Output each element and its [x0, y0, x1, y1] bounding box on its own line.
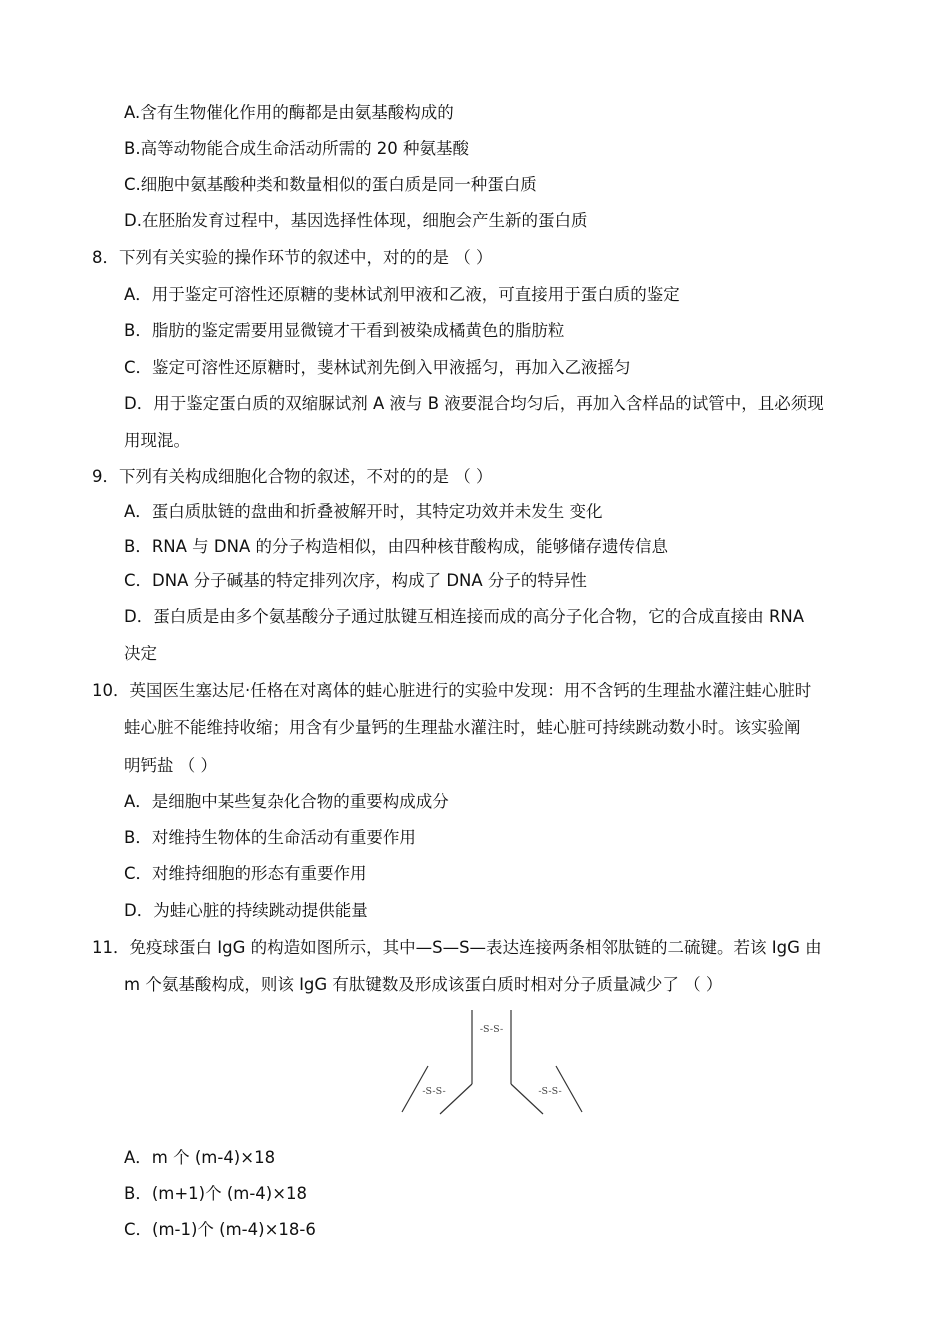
- q10-option-d: D．为蛙心脏的持续跳动提供能量: [124, 901, 368, 920]
- disulfide-bond-right-label: -S-S-: [538, 1086, 562, 1097]
- q8-option-d-continued: 用现混。: [124, 431, 190, 450]
- disulfide-bond-left-label: -S-S-: [422, 1086, 446, 1097]
- igg-structure-diagram: [396, 1008, 596, 1120]
- q9-option-b: B．RNA 与 DNA 的分子构造相似，由四种核苷酸构成，能够储存遗传信息: [124, 537, 668, 556]
- disulfide-bond-top-label: -S-S-: [479, 1024, 504, 1035]
- q9-stem: 9．下列有关构成细胞化合物的叙述，不对的的是 （ ）: [92, 467, 493, 486]
- q11-option-c: C．(m-1)个 (m-4)×18-6: [124, 1220, 316, 1239]
- q11-stem: 11．免疫球蛋白 IgG 的构造如图所示，其中—S—S—表达连接两条相邻肽链的二硫键。若该 IgG 由: [92, 938, 822, 957]
- q7-option-c: C.细胞中氨基酸种类和数量相似的蛋白质是同一种蛋白质: [124, 175, 537, 194]
- q10-stem-line-2: 蛙心脏不能维持收缩；用含有少量钙的生理盐水灌注时，蛙心脏可持续跳动数小时。该实验阐: [124, 718, 801, 737]
- q8-option-d: D．用于鉴定蛋白质的双缩脲试剂 A 液与 B 液要混合均匀后，再加入含样品的试管中，且必须现: [124, 394, 824, 413]
- q10-option-c: C．对维持细胞的形态有重要作用: [124, 864, 367, 883]
- q10-option-a: A．是细胞中某些复杂化合物的重要构成成分: [124, 792, 449, 811]
- q9-option-d-continued: 决定: [124, 644, 157, 663]
- q8-option-c: C．鉴定可溶性还原糖时，斐林试剂先倒入甲液摇匀，再加入乙液摇匀: [124, 358, 631, 377]
- q11-option-a: A．m 个 (m-4)×18: [124, 1148, 276, 1167]
- q7-option-d: D.在胚胎发育过程中，基因选择性体现，细胞会产生新的蛋白质: [124, 211, 588, 230]
- q8-option-a: A．用于鉴定可溶性还原糖的斐林试剂甲液和乙液，可直接用于蛋白质的鉴定: [124, 285, 680, 304]
- q7-option-b: B.高等动物能合成生命活动所需的 20 种氨基酸: [124, 139, 470, 158]
- q8-option-b: B．脂肪的鉴定需要用显微镜才干看到被染成橘黄色的脂肪粒: [124, 321, 565, 340]
- q8-stem: 8．下列有关实验的操作环节的叙述中，对的的是 （ ）: [92, 248, 493, 267]
- q7-option-a: A.含有生物催化作用的酶都是由氨基酸构成的: [124, 103, 454, 122]
- q9-option-c: C．DNA 分子碱基的特定排列次序，构成了 DNA 分子的特异性: [124, 571, 587, 590]
- q10-stem: 10．英国医生塞达尼·任格在对离体的蛙心脏进行的实验中发现：用不含钙的生理盐水灌注蛙心脏时: [92, 681, 812, 700]
- q10-option-b: B．对维持生物体的生命活动有重要作用: [124, 828, 416, 847]
- q9-option-a: A．蛋白质肽链的盘曲和折叠被解开时，其特定功效并未发生 变化: [124, 502, 603, 521]
- q10-stem-line-3: 明钙盐 （ ）: [124, 756, 217, 775]
- q9-option-d: D．蛋白质是由多个氨基酸分子通过肽键互相连接而成的高分子化合物，它的合成直接由 RNA: [124, 607, 805, 626]
- q11-stem-line-2: m 个氨基酸构成，则该 IgG 有肽键数及形成该蛋白质时相对分子质量减少了 （ ）: [124, 975, 723, 994]
- q11-option-b: B．(m+1)个 (m-4)×18: [124, 1184, 308, 1203]
